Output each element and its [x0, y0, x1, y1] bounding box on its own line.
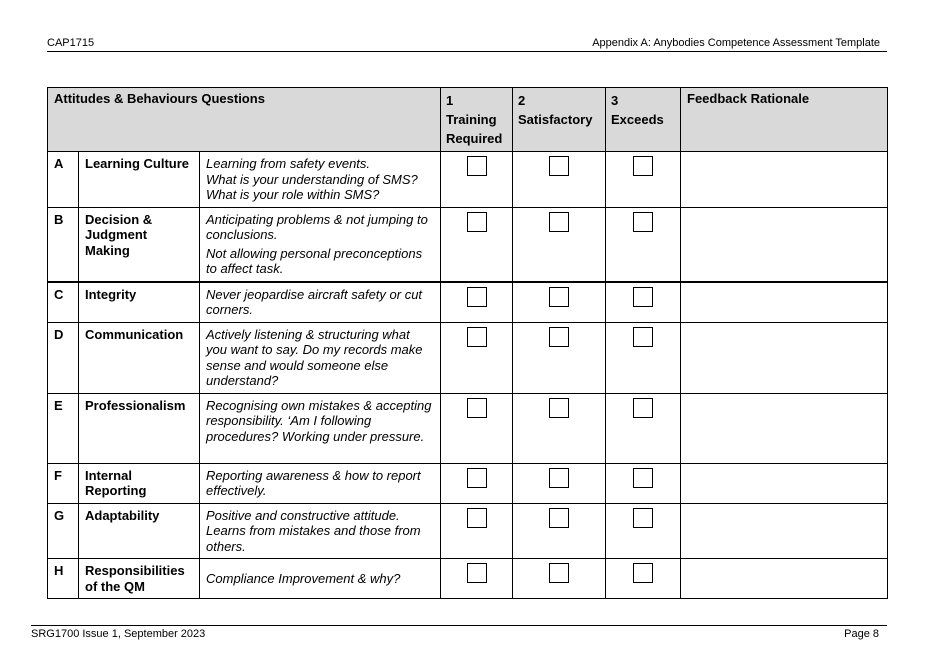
page-number: Page 8 [844, 628, 879, 640]
checkbox-training-required[interactable] [467, 156, 487, 176]
checkbox-satisfactory[interactable] [549, 156, 569, 176]
column-number-2: 2 [518, 93, 526, 108]
checkbox-training-required[interactable] [467, 508, 487, 528]
rating-cell-satisfactory [513, 503, 606, 559]
row-question [200, 152, 441, 208]
issue-info: SRG1700 Issue 1, September 2023 [31, 628, 206, 640]
table-row [48, 503, 888, 559]
checkbox-exceeds[interactable] [633, 563, 653, 583]
table-row [48, 322, 888, 393]
checkbox-satisfactory[interactable] [549, 327, 569, 347]
row-question: Actively listening & structuring what you want to say. Do my records make sense and would someone else understand? [200, 322, 441, 393]
checkbox-satisfactory[interactable] [549, 212, 569, 232]
column-label-exceeds: Exceeds [611, 112, 664, 127]
row-letter: F [48, 463, 79, 503]
row-letter: C [48, 282, 79, 323]
column-heading-training-required [441, 88, 513, 152]
checkbox-training-required[interactable] [467, 327, 487, 347]
feedback-field[interactable] [681, 322, 888, 393]
row-topic: Professionalism [79, 393, 200, 463]
rating-cell-satisfactory [513, 559, 606, 599]
rating-cell-training-required [441, 559, 513, 599]
checkbox-exceeds[interactable] [633, 327, 653, 347]
checkbox-training-required[interactable] [467, 287, 487, 307]
row-topic: Internal Reporting [79, 463, 200, 503]
feedback-field[interactable] [681, 503, 888, 559]
feedback-field[interactable] [681, 282, 888, 323]
row-letter: E [48, 393, 79, 463]
column-number-1: 1 [446, 93, 454, 108]
document-code: CAP1715 [47, 37, 95, 49]
row-topic: Adaptability [79, 503, 200, 559]
rating-cell-satisfactory [513, 282, 606, 323]
section-heading: Attitudes & Behaviours Questions [48, 88, 441, 152]
checkbox-exceeds[interactable] [633, 156, 653, 176]
row-letter: G [48, 503, 79, 559]
checkbox-satisfactory[interactable] [549, 563, 569, 583]
table-row [48, 207, 888, 282]
checkbox-exceeds[interactable] [633, 508, 653, 528]
row-letter: A [48, 152, 79, 208]
checkbox-training-required[interactable] [467, 212, 487, 232]
rating-cell-training-required [441, 393, 513, 463]
row-topic: Responsibilities of the QM [79, 559, 200, 599]
column-heading-feedback: Feedback Rationale [681, 88, 888, 152]
page-header [47, 37, 887, 52]
feedback-field[interactable] [681, 463, 888, 503]
row-letter: D [48, 322, 79, 393]
feedback-field[interactable] [681, 152, 888, 208]
rating-cell-training-required [441, 322, 513, 393]
row-letter: B [48, 207, 79, 282]
feedback-field[interactable] [681, 559, 888, 599]
row-topic: Integrity [79, 282, 200, 323]
rating-cell-exceeds [606, 207, 681, 282]
row-question: Reporting awareness & how to report effectively. [200, 463, 441, 503]
rating-cell-satisfactory [513, 207, 606, 282]
rating-cell-satisfactory [513, 322, 606, 393]
question-line: What is your role within SMS? [206, 187, 380, 202]
checkbox-satisfactory[interactable] [549, 398, 569, 418]
checkbox-exceeds[interactable] [633, 287, 653, 307]
column-number-3: 3 [611, 93, 619, 108]
rating-cell-training-required [441, 503, 513, 559]
rating-cell-exceeds [606, 463, 681, 503]
row-question: Recognising own mistakes & accepting responsibility. ‘Am I following procedures? Working under pressure. [200, 393, 441, 463]
rating-cell-satisfactory [513, 393, 606, 463]
row-question [200, 207, 441, 282]
column-heading-satisfactory [513, 88, 606, 152]
checkbox-exceeds[interactable] [633, 398, 653, 418]
feedback-field[interactable] [681, 393, 888, 463]
table-row [48, 463, 888, 503]
column-label-training: Training [446, 112, 497, 127]
row-letter: H [48, 559, 79, 599]
row-topic: Decision & Judgment Making [79, 207, 200, 282]
checkbox-training-required[interactable] [467, 563, 487, 583]
rating-cell-satisfactory [513, 463, 606, 503]
rating-cell-exceeds [606, 393, 681, 463]
checkbox-training-required[interactable] [467, 468, 487, 488]
checkbox-exceeds[interactable] [633, 212, 653, 232]
rating-cell-training-required [441, 152, 513, 208]
rating-cell-training-required [441, 463, 513, 503]
rating-cell-exceeds [606, 152, 681, 208]
checkbox-satisfactory[interactable] [549, 508, 569, 528]
table-row [48, 559, 888, 599]
table-row [48, 152, 888, 208]
column-label-satisfactory: Satisfactory [518, 112, 593, 127]
checkbox-training-required[interactable] [467, 398, 487, 418]
checkbox-satisfactory[interactable] [549, 468, 569, 488]
rating-cell-satisfactory [513, 152, 606, 208]
row-topic: Communication [79, 322, 200, 393]
row-question: Positive and constructive attitude. Learns from mistakes and those from others. [200, 503, 441, 559]
row-question: Never jeopardise aircraft safety or cut corners. [200, 282, 441, 323]
competence-assessment-table [47, 87, 888, 599]
page-footer [31, 625, 887, 641]
table-header-row [48, 88, 888, 152]
row-topic: Learning Culture [79, 152, 200, 208]
rating-cell-exceeds [606, 559, 681, 599]
question-paragraph: Anticipating problems & not jumping to conclusions. [206, 211, 428, 242]
document-title: Appendix A: Anybodies Competence Assessment Template [592, 37, 880, 49]
rating-cell-exceeds [606, 503, 681, 559]
column-heading-exceeds [606, 88, 681, 152]
feedback-field[interactable] [681, 207, 888, 282]
table-row [48, 282, 888, 323]
checkbox-exceeds[interactable] [633, 468, 653, 488]
rating-cell-exceeds [606, 282, 681, 323]
row-question: Compliance Improvement & why? [200, 559, 441, 599]
question-line: What is your understanding of SMS? [206, 171, 418, 187]
question-paragraph: Not allowing personal preconceptions to affect task. [206, 245, 423, 276]
checkbox-satisfactory[interactable] [549, 287, 569, 307]
question-line: Learning from safety events. [206, 156, 371, 171]
rating-cell-training-required [441, 282, 513, 323]
rating-cell-training-required [441, 207, 513, 282]
rating-cell-exceeds [606, 322, 681, 393]
table-row [48, 393, 888, 463]
column-label-required: Required [446, 131, 503, 146]
